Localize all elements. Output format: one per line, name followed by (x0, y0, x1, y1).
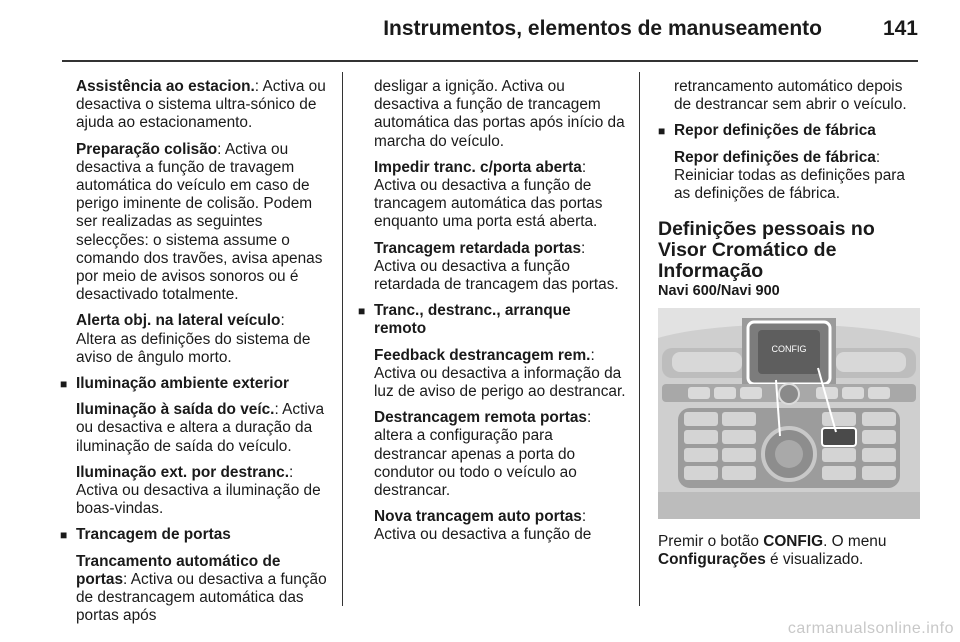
setting-text: desligar a ignição. Activa ou desactiva a função de trancagem automática das portas após início da marcha do veículo. (374, 78, 625, 150)
paragraph (674, 149, 920, 204)
setting-label: Feedback destrancagem rem. (374, 346, 591, 364)
instruction-text: . O menu (823, 533, 887, 551)
column-divider-2 (639, 72, 640, 606)
paragraph (76, 141, 328, 305)
paragraph (76, 553, 328, 626)
column-2 (374, 78, 626, 553)
setting-label: Assistência ao estacion. (76, 78, 255, 95)
header-rule (62, 60, 918, 62)
setting-text: : Reiniciar todas as definições para as definições de fábrica. (674, 148, 905, 203)
setting-text: : Activa ou desactiva a função de (374, 508, 592, 544)
paragraph (76, 78, 328, 133)
header-title: Instrumentos, elementos de manuseamento (383, 17, 822, 40)
instruction-text: é visualizado. (765, 551, 864, 569)
sub-heading: Navi 600/Navi 900 (658, 283, 780, 300)
column-3 (658, 78, 920, 578)
bullet-heading: ■ Iluminação ambiente exterior (76, 375, 328, 393)
paragraph (76, 401, 328, 456)
setting-label: Preparação colisão (76, 140, 218, 158)
setting-text: : altera a configuração para destrancar apenas a porta do condutor ou todo o veículo ao destrancar. (374, 409, 592, 500)
column-1 (76, 78, 328, 633)
page-number: 141 (882, 17, 918, 40)
setting-label: Trancagem retardada portas (374, 239, 581, 257)
paragraph (76, 312, 328, 367)
infotainment-panel-illustration (658, 308, 920, 519)
paragraph (374, 409, 626, 500)
setting-label: Alerta obj. na lateral veículo (76, 312, 281, 330)
setting-label: Impedir tranc. c/porta aberta (374, 158, 582, 176)
setting-text: : Activa ou desactiva a função de trancagem automática das portas enquanto uma porta está aberta. (374, 158, 603, 231)
console-photo (658, 308, 920, 519)
setting-text: : Activa ou desactiva a função de travagem automática do veículo em caso de perigo iminente de colisão. Podem ser realizadas as seguintes selecções: o sistema assume o comando dos travões, avisa apenas por meio de avisos sonoros ou é desactivado totalmente. (76, 140, 323, 304)
paragraph (374, 78, 626, 151)
setting-text: : Activa ou desactiva e altera a duração da iluminação de saída do veículo. (76, 401, 325, 455)
section-heading: Definições pessoais no Visor Cromático de Informação (658, 218, 875, 283)
setting-text: : Activa ou desactiva a iluminação de boas-vindas. (76, 463, 321, 518)
column-divider-1 (342, 72, 343, 606)
paragraph (374, 347, 626, 402)
setting-text: retrancamento automático depois de destrancar sem abrir o veículo. (674, 78, 907, 114)
paragraph (374, 508, 626, 544)
bullet-heading: ■ Trancagem de portas (76, 526, 328, 544)
setting-label: Trancamento automático de portas (76, 552, 281, 588)
watermark: carmanualsonline.info (787, 620, 954, 637)
setting-text: : Altera as definições do sistema de aviso de ângulo morto. (76, 312, 311, 366)
config-button-label: CONFIG (771, 344, 807, 355)
config-button-name: CONFIG (763, 533, 824, 551)
paragraph (374, 159, 626, 232)
instruction-text: Premir o botão (658, 533, 764, 551)
bullet-heading: ■ Tranc., destranc., arranque remoto (374, 302, 626, 338)
paragraph (76, 464, 328, 519)
setting-label: Nova trancagem auto portas (374, 508, 582, 526)
setting-text: : Activa ou desactiva a informação da luz de aviso de perigo ao destrancar. (374, 346, 626, 401)
paragraph (674, 78, 920, 114)
bullet-heading: ■ Repor definições de fábrica (674, 122, 920, 140)
setting-label: Iluminação ext. por destranc. (76, 463, 289, 481)
setting-text: : Activa ou desactiva a função de destrancagem automática das portas após (76, 570, 327, 625)
paragraph (658, 533, 920, 569)
setting-label: Iluminação à saída do veíc. (76, 401, 275, 419)
paragraph (374, 240, 626, 295)
menu-name: Configurações (658, 551, 766, 569)
setting-label: Destrancagem remota portas (374, 409, 587, 427)
setting-text: : Activa ou desactiva a função retardada de trancagem das portas. (374, 239, 619, 294)
setting-label: Repor definições de fábrica (674, 148, 876, 166)
setting-text: : Activa ou desactiva o sistema ultra-sónico de ajuda ao estacionamento. (76, 78, 326, 132)
